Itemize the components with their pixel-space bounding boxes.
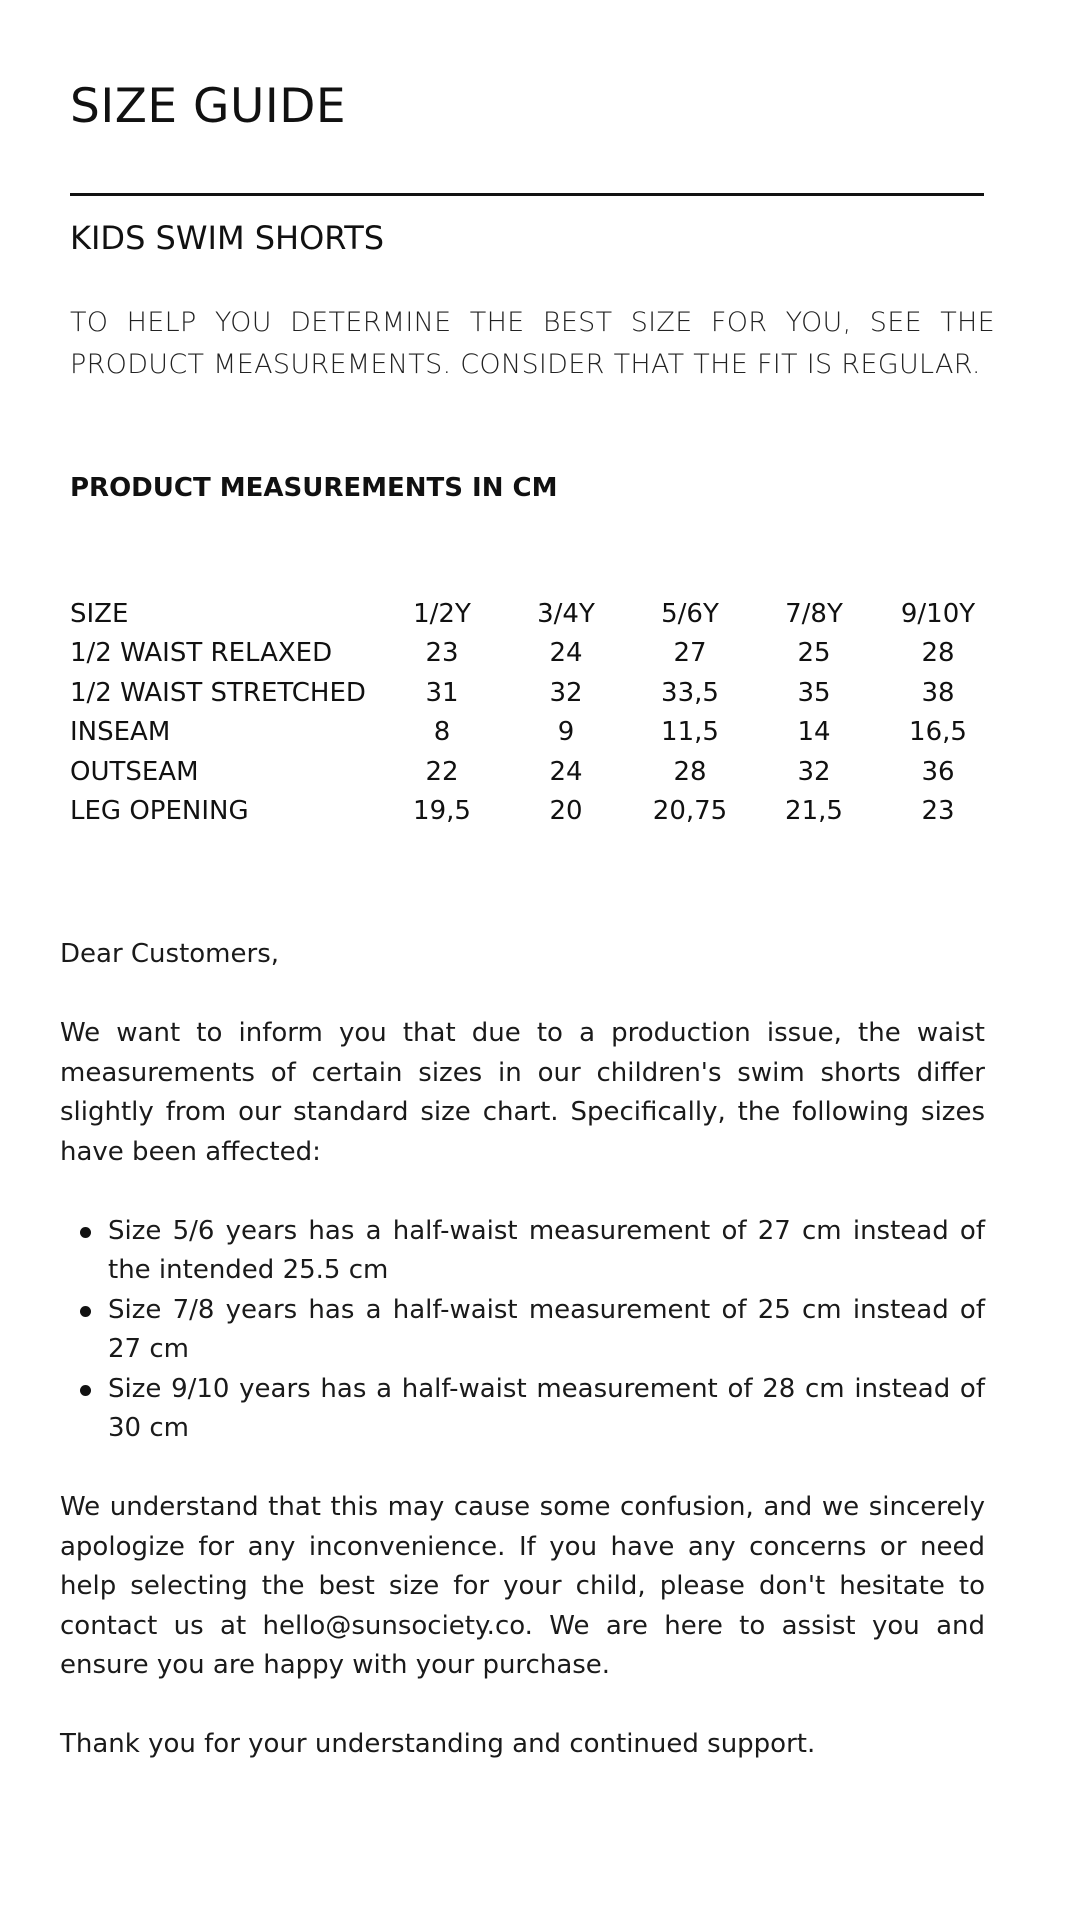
table-cell: 9/10Y xyxy=(900,598,976,629)
list-item xyxy=(108,1212,985,1291)
row-label: 1/2 WAIST RELAXED xyxy=(70,638,333,669)
list-item-text: Size 5/6 years has a half-waist measurement of 27 cm instead of the intended 25.5 cm xyxy=(108,1215,985,1285)
notice-paragraph: We understand that this may cause some confusion, and we sincerely apologize for any inconvenience. If you have any concerns or need help selecting the best size for your child, please don't hesitate to contact us at hello@sunsociety.co. We are here to assist you and ensure you are happy with your purchase. xyxy=(60,1492,985,1680)
table-cell: 33,5 xyxy=(661,677,719,708)
table-cell: 35 xyxy=(797,677,831,708)
table-cell: 24 xyxy=(549,756,583,787)
row-label: OUTSEAM xyxy=(70,756,199,787)
table-row xyxy=(70,713,1000,753)
row-label: INSEAM xyxy=(70,717,171,748)
notice-closing: Thank you for your understanding and continued support. xyxy=(60,1729,816,1759)
table-cell: 14 xyxy=(797,717,831,748)
page-title: SIZE GUIDE xyxy=(70,79,347,134)
table-cell: 19,5 xyxy=(413,796,471,827)
table-row xyxy=(70,634,1000,674)
table-cell: 24 xyxy=(549,638,583,669)
table-cell: 38 xyxy=(921,677,955,708)
table-row xyxy=(70,594,1000,634)
customer-notice xyxy=(60,935,985,1804)
table-cell: 28 xyxy=(673,756,707,787)
table-cell: 28 xyxy=(921,638,955,669)
table-cell: 20,75 xyxy=(652,796,728,827)
bullet-icon xyxy=(80,1385,91,1396)
size-table xyxy=(70,594,1000,831)
row-label: 1/2 WAIST STRETCHED xyxy=(70,677,366,708)
table-cell: 1/2Y xyxy=(413,598,471,629)
table-cell: 22 xyxy=(425,756,459,787)
measurements-heading: PRODUCT MEASUREMENTS IN CM xyxy=(70,473,558,503)
table-cell: 23 xyxy=(921,796,955,827)
table-cell: 5/6Y xyxy=(661,598,719,629)
row-label: SIZE xyxy=(70,598,129,629)
product-subtitle: KIDS SWIM SHORTS xyxy=(70,219,385,257)
table-cell: 36 xyxy=(921,756,955,787)
list-item xyxy=(108,1291,985,1370)
table-cell: 27 xyxy=(673,638,707,669)
intro-text: TO HELP YOU DETERMINE THE BEST SIZE FOR YOU, SEE THE PRODUCT MEASUREMENTS. CONSIDER THAT THE FIT IS REGULAR. xyxy=(70,307,995,380)
table-cell: 32 xyxy=(797,756,831,787)
table-cell: 21,5 xyxy=(785,796,843,827)
table-cell: 7/8Y xyxy=(785,598,843,629)
list-item xyxy=(108,1370,985,1449)
title-divider xyxy=(70,193,984,196)
table-cell: 16,5 xyxy=(909,717,967,748)
table-cell: 23 xyxy=(425,638,459,669)
notice-paragraph: We want to inform you that due to a production issue, the waist measurements of certain sizes in our children's swim shorts differ slightly from our standard size chart. Specifically, the following sizes have been affected: xyxy=(60,1018,985,1167)
table-cell: 25 xyxy=(797,638,831,669)
table-row xyxy=(70,792,1000,832)
row-label: LEG OPENING xyxy=(70,796,249,827)
affected-sizes-list xyxy=(60,1212,985,1449)
table-cell: 20 xyxy=(549,796,583,827)
table-cell: 32 xyxy=(549,677,583,708)
table-row xyxy=(70,752,1000,792)
table-cell: 8 xyxy=(433,717,451,748)
table-cell: 3/4Y xyxy=(537,598,595,629)
table-cell: 9 xyxy=(557,717,575,748)
bullet-icon xyxy=(80,1227,91,1238)
bullet-icon xyxy=(80,1306,91,1317)
table-cell: 31 xyxy=(425,677,459,708)
list-item-text: Size 9/10 years has a half-waist measurement of 28 cm instead of 30 cm xyxy=(108,1373,985,1443)
table-cell: 11,5 xyxy=(661,717,719,748)
notice-greeting: Dear Customers, xyxy=(60,939,280,969)
list-item-text: Size 7/8 years has a half-waist measurement of 25 cm instead of 27 cm xyxy=(108,1294,985,1364)
table-row xyxy=(70,673,1000,713)
